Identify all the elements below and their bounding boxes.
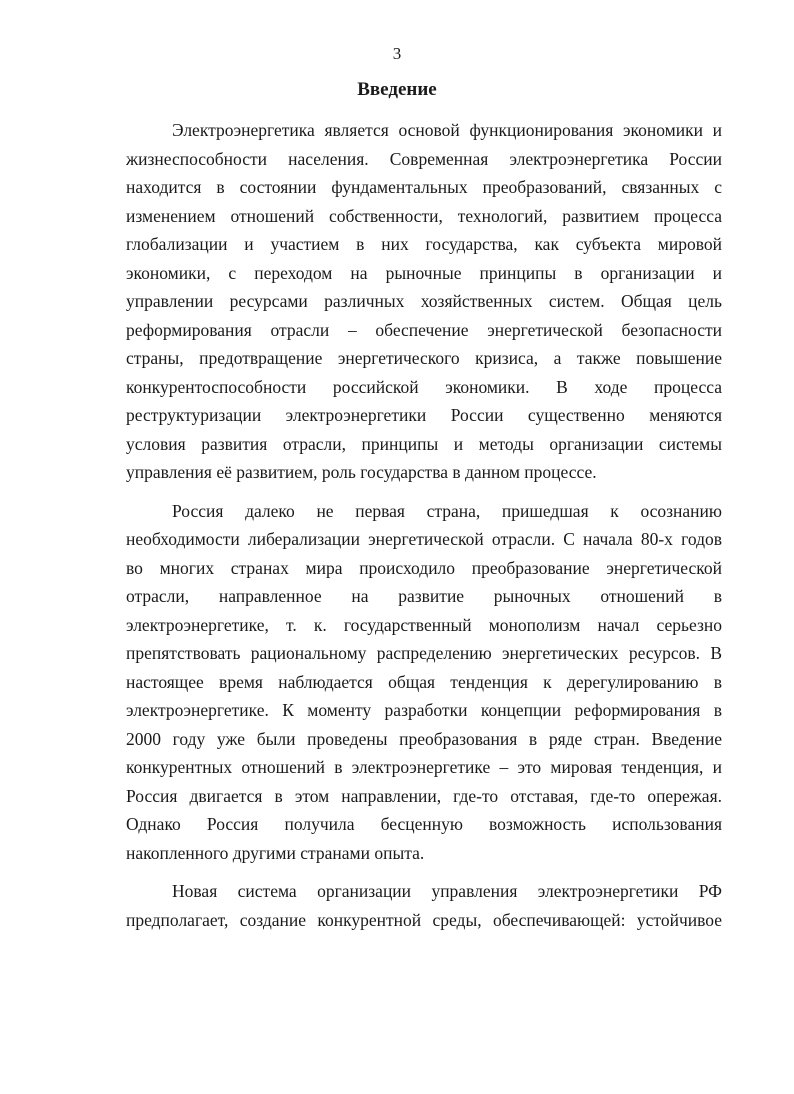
text-line: Россия двигается в этом направлении, где-то отставая, где-то опережая. [126, 785, 722, 806]
paragraph-3 [126, 877, 722, 934]
section-heading: Введение [357, 79, 437, 100]
page-number: 3 [392, 44, 402, 63]
text-line: жизнеспособности населения. Современная электроэнергетика России [126, 148, 722, 169]
text-line: глобализации и участием в них государства, как субъекта мировой [126, 234, 722, 254]
text-line: конкурентных отношений в электроэнергетике – это мировая тенденция, и [126, 757, 722, 777]
text-line: во многих странах мира происходило преобразование энергетической [126, 557, 722, 578]
paragraph-spacer [126, 867, 722, 877]
text-line: Однако Россия получила бесценную возможность использования [126, 814, 722, 834]
text-line: реформирования отрасли – обеспечение энергетической безопасности [126, 319, 722, 340]
paragraph-spacer [126, 487, 722, 497]
text-line: необходимости либерализации энергетической отрасли. С начала 80-х годов [126, 529, 722, 549]
text-line: настоящее время наблюдается общая тенденция к дерегулированию в [126, 671, 722, 692]
paragraph-2 [126, 497, 722, 868]
text-line: Электроэнергетика является основой функционирования экономики и [172, 120, 722, 140]
text-line: страны, предотвращение энергетического кризиса, а также повышение [126, 348, 722, 368]
text-line: условия развития отрасли, принципы и методы организации системы [126, 433, 722, 454]
text-line: электроэнергетике. К моменту разработки концепции реформирования в [126, 700, 722, 720]
text-line: Новая система организации управления электроэнергетики РФ [172, 881, 722, 901]
text-line: электроэнергетике, т. к. государственный монополизм начал серьезно [126, 614, 722, 635]
body-text [126, 116, 722, 934]
text-line: реструктуризации электроэнергетики России существенно меняются [126, 405, 722, 425]
text-line: экономики, с переходом на рыночные принципы в организации и [126, 262, 722, 283]
text-line: управлении ресурсами различных хозяйственных систем. Общая цель [126, 291, 722, 311]
text-line: конкурентоспособности российской экономики. В ходе процесса [126, 376, 722, 397]
text-line: управления её развитием, роль государства в данном процессе. [126, 462, 597, 482]
text-line: отрасли, направленное на развитие рыночных отношений в [126, 586, 722, 606]
text-line: 2000 году уже были проведены преобразования в ряде стран. Введение [126, 728, 722, 749]
paragraph-1 [126, 116, 722, 487]
text-line: накопленного другими странами опыта. [126, 842, 425, 863]
text-line: препятствовать рациональному распределению энергетических ресурсов. В [126, 643, 722, 663]
text-line: находится в состоянии фундаментальных преобразований, связанных с [126, 177, 722, 197]
text-line: изменением отношений собственности, технологий, развитием процесса [126, 205, 722, 226]
text-line: предполагает, создание конкурентной среды, обеспечивающей: устойчивое [126, 909, 722, 930]
text-line: Россия далеко не первая страна, пришедшая к осознанию [172, 500, 722, 521]
